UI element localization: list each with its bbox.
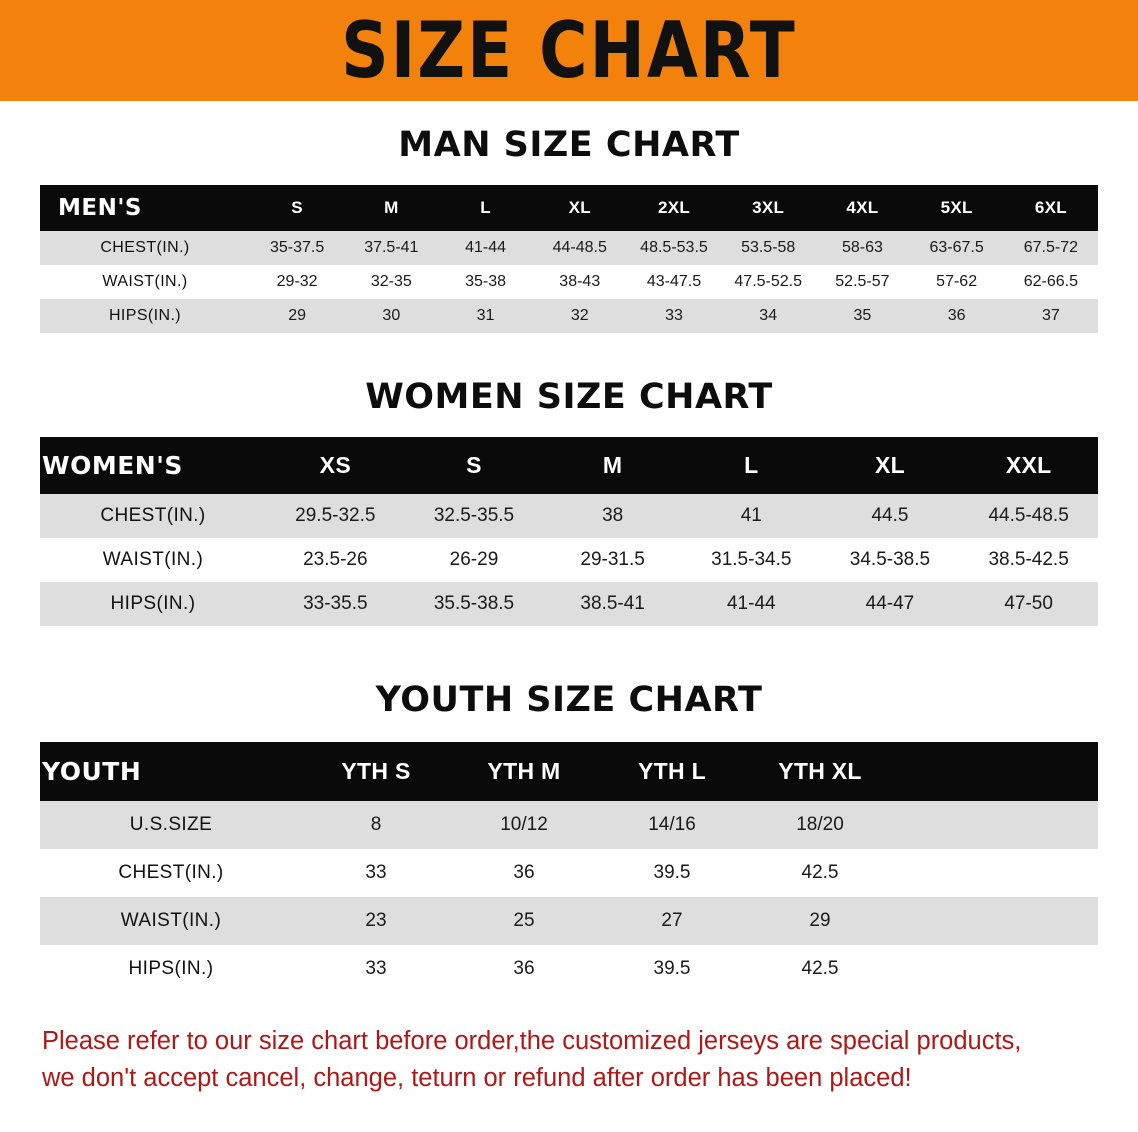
women-col-5: XL bbox=[874, 452, 905, 478]
youth-header-row bbox=[40, 742, 1098, 801]
men-hips-4xl: 35 bbox=[815, 299, 909, 333]
men-waist-m: 32-35 bbox=[344, 265, 438, 299]
men-size-table bbox=[40, 185, 1098, 333]
women-chest-l: 41 bbox=[682, 494, 821, 538]
women-waist-l: 31.5-34.5 bbox=[682, 538, 821, 582]
women-hips-xs: 33-35.5 bbox=[266, 582, 405, 626]
women-col-1: XS bbox=[319, 452, 351, 478]
men-hips-6xl: 37 bbox=[1004, 299, 1098, 333]
table-row bbox=[40, 538, 1098, 582]
men-col-9: 6XL bbox=[1034, 198, 1067, 217]
men-chest-5xl: 63-67.5 bbox=[910, 231, 1004, 265]
youth-row-label-ussize: U.S.SIZE bbox=[40, 801, 302, 849]
youth-row-label-hips: HIPS(IN.) bbox=[40, 945, 302, 993]
women-row-label-hips: HIPS(IN.) bbox=[40, 582, 266, 626]
women-section-title: WOMEN SIZE CHART bbox=[365, 377, 773, 417]
men-hips-m: 30 bbox=[344, 299, 438, 333]
women-waist-xl: 34.5-38.5 bbox=[821, 538, 960, 582]
women-chest-m: 38 bbox=[543, 494, 682, 538]
youth-ussize-m: 10/12 bbox=[450, 801, 598, 849]
men-col-6: 3XL bbox=[752, 198, 785, 217]
men-waist-4xl: 52.5-57 bbox=[815, 265, 909, 299]
youth-section-title: YOUTH SIZE CHART bbox=[375, 680, 763, 720]
youth-ussize-spacer bbox=[894, 801, 1098, 849]
women-waist-s: 26-29 bbox=[405, 538, 544, 582]
men-chest-xl: 44-48.5 bbox=[533, 231, 627, 265]
men-waist-6xl: 62-66.5 bbox=[1004, 265, 1098, 299]
youth-col-3: YTH L bbox=[638, 758, 706, 784]
men-hips-xl: 32 bbox=[533, 299, 627, 333]
women-chest-xxl: 44.5-48.5 bbox=[959, 494, 1098, 538]
man-table-wrap bbox=[40, 185, 1098, 333]
youth-chest-s: 33 bbox=[302, 849, 450, 897]
table-row bbox=[40, 265, 1098, 299]
youth-corner-label: YOUTH bbox=[42, 757, 142, 786]
youth-col-1: YTH S bbox=[341, 758, 411, 784]
table-row bbox=[40, 801, 1098, 849]
men-chest-m: 37.5-41 bbox=[344, 231, 438, 265]
youth-col-4: YTH XL bbox=[778, 758, 862, 784]
youth-ussize-s: 8 bbox=[302, 801, 450, 849]
table-row bbox=[40, 494, 1098, 538]
youth-waist-spacer bbox=[894, 897, 1098, 945]
youth-row-label-waist: WAIST(IN.) bbox=[40, 897, 302, 945]
disclaimer-line-2: we don't accept cancel, change, teturn or refund after order has been placed! bbox=[42, 1063, 912, 1092]
women-chest-xs: 29.5-32.5 bbox=[266, 494, 405, 538]
youth-ussize-xl: 18/20 bbox=[746, 801, 894, 849]
men-hips-3xl: 34 bbox=[721, 299, 815, 333]
table-row bbox=[40, 582, 1098, 626]
women-waist-xs: 23.5-26 bbox=[266, 538, 405, 582]
youth-chest-m: 36 bbox=[450, 849, 598, 897]
youth-hips-l: 39.5 bbox=[598, 945, 746, 993]
women-hips-xl: 44-47 bbox=[821, 582, 960, 626]
men-col-1: S bbox=[291, 198, 303, 217]
men-hips-l: 31 bbox=[438, 299, 532, 333]
women-table-wrap bbox=[40, 437, 1098, 626]
women-chest-xl: 44.5 bbox=[821, 494, 960, 538]
men-chest-l: 41-44 bbox=[438, 231, 532, 265]
women-waist-xxl: 38.5-42.5 bbox=[959, 538, 1098, 582]
youth-size-table bbox=[40, 742, 1098, 993]
youth-col-2: YTH M bbox=[487, 758, 561, 784]
youth-row-label-chest: CHEST(IN.) bbox=[40, 849, 302, 897]
women-hips-xxl: 47-50 bbox=[959, 582, 1098, 626]
men-col-3: L bbox=[480, 198, 491, 217]
youth-hips-m: 36 bbox=[450, 945, 598, 993]
women-corner-label: WOMEN'S bbox=[42, 451, 183, 480]
page-banner bbox=[0, 0, 1138, 101]
youth-hips-xl: 42.5 bbox=[746, 945, 894, 993]
men-col-7: 4XL bbox=[846, 198, 879, 217]
disclaimer-line-1: Please refer to our size chart before order,the customized jerseys are special products, bbox=[42, 1027, 1022, 1055]
youth-waist-l: 27 bbox=[598, 897, 746, 945]
women-hips-l: 41-44 bbox=[682, 582, 821, 626]
women-header-row bbox=[40, 437, 1098, 494]
table-row bbox=[40, 897, 1098, 945]
women-hips-s: 35.5-38.5 bbox=[405, 582, 544, 626]
women-col-2: S bbox=[466, 452, 482, 478]
table-row bbox=[40, 299, 1098, 333]
youth-waist-s: 23 bbox=[302, 897, 450, 945]
youth-waist-m: 25 bbox=[450, 897, 598, 945]
women-waist-m: 29-31.5 bbox=[543, 538, 682, 582]
men-waist-5xl: 57-62 bbox=[910, 265, 1004, 299]
men-col-5: 2XL bbox=[657, 198, 691, 217]
women-row-label-chest: CHEST(IN.) bbox=[40, 494, 266, 538]
women-size-table bbox=[40, 437, 1098, 626]
youth-hips-s: 33 bbox=[302, 945, 450, 993]
men-hips-5xl: 36 bbox=[910, 299, 1004, 333]
men-chest-2xl: 48.5-53.5 bbox=[627, 231, 721, 265]
men-corner-label: MEN'S bbox=[58, 195, 142, 221]
men-waist-3xl: 47.5-52.5 bbox=[721, 265, 815, 299]
men-header-row bbox=[40, 185, 1098, 231]
men-row-label-waist: WAIST(IN.) bbox=[40, 265, 250, 299]
men-waist-l: 35-38 bbox=[438, 265, 532, 299]
youth-table-wrap bbox=[40, 742, 1098, 993]
disclaimer-note bbox=[42, 1023, 1096, 1097]
men-chest-4xl: 58-63 bbox=[815, 231, 909, 265]
men-row-label-chest: CHEST(IN.) bbox=[40, 231, 250, 265]
table-row bbox=[40, 849, 1098, 897]
page-title: SIZE CHART bbox=[341, 4, 797, 96]
women-col-4: L bbox=[744, 452, 759, 478]
men-hips-s: 29 bbox=[250, 299, 344, 333]
men-chest-6xl: 67.5-72 bbox=[1004, 231, 1098, 265]
man-section-title: MAN SIZE CHART bbox=[398, 125, 740, 165]
women-chest-s: 32.5-35.5 bbox=[405, 494, 544, 538]
table-row bbox=[40, 231, 1098, 265]
women-col-3: M bbox=[602, 452, 623, 478]
women-col-6: XXL bbox=[1005, 452, 1052, 478]
men-waist-xl: 38-43 bbox=[533, 265, 627, 299]
youth-chest-spacer bbox=[894, 849, 1098, 897]
youth-waist-xl: 29 bbox=[746, 897, 894, 945]
youth-col-spacer bbox=[894, 742, 1098, 801]
men-waist-2xl: 43-47.5 bbox=[627, 265, 721, 299]
youth-ussize-l: 14/16 bbox=[598, 801, 746, 849]
men-col-8: 5XL bbox=[940, 198, 973, 217]
men-col-4: XL bbox=[568, 198, 591, 217]
men-col-2: M bbox=[384, 198, 399, 217]
youth-chest-xl: 42.5 bbox=[746, 849, 894, 897]
youth-chest-l: 39.5 bbox=[598, 849, 746, 897]
men-hips-2xl: 33 bbox=[627, 299, 721, 333]
women-hips-m: 38.5-41 bbox=[543, 582, 682, 626]
women-row-label-waist: WAIST(IN.) bbox=[40, 538, 266, 582]
men-chest-s: 35-37.5 bbox=[250, 231, 344, 265]
youth-hips-spacer bbox=[894, 945, 1098, 993]
men-row-label-hips: HIPS(IN.) bbox=[40, 299, 250, 333]
men-chest-3xl: 53.5-58 bbox=[721, 231, 815, 265]
table-row bbox=[40, 945, 1098, 993]
men-waist-s: 29-32 bbox=[250, 265, 344, 299]
